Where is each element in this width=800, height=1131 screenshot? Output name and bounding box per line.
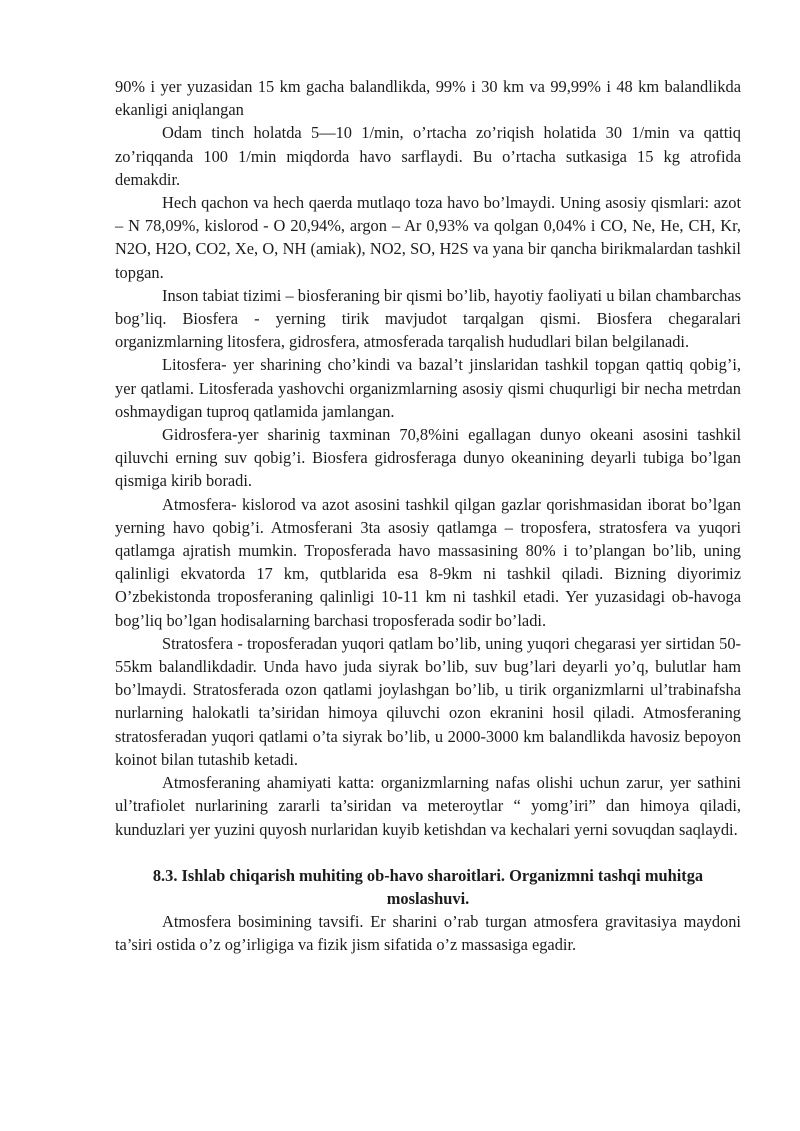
paragraph-atmospheric-pressure: Atmosfera bosimining tavsifi. Er sharini o’rab turgan atmosfera gravitasiya maydoni ta’siri ostida o’z og’irligiga va fizik jism sifatida o’z massasiga egadir.: [115, 912, 741, 955]
paragraph-air-consumption: Odam tinch holatda 5—10 1/min, o’rtacha zo’riqish holatida 30 1/min va qattiq zo’riqqanda 100 1/min miqdorda havo sarflaydi. Bu o’rtacha sutkasiga 15 kg atrofida demakdir.: [115, 123, 741, 189]
paragraph-stratosphere: Stratosfera - troposferadan yuqori qatlam bo’lib, uning yuqori chegarasi yer sirtidan 50-55km balandlikdadir. Unda havo juda siyrak bo’lib, suv bug’lari deyarli yo’q, bulutlar ham bo’lmaydi. Stratosferada ozon qatlami joylashgan bo’lib, u tirik organizmlarni ul’trabinafsha nurlarning halokatli ta’siridan himoya qiluvchi ozon ekranini hosil qiladi. Atmosferaning stratosferadan yuqori qatlami o’ta siyrak bo’lib, u 2000-3000 km balandlikda havosiz bepoyon koinot bilan tutashib ketadi.: [115, 633, 741, 769]
paragraph-atmosphere: Atmosfera- kislorod va azot asosini tashkil qilgan gazlar qorishmasidan iborat bo’lgan yerning havo qobig’i. Atmosferani 3ta asosiy qatlamga – troposfera, stratosfera va yuqori qatlamga ajratish mumkin. Troposferada havo massasining 80% i to’plangan bo’lib, uning qalinligi ekvatorda 17 km, qutblarida esa 8-9km ni tashkil qiladi. Bizning diyorimiz O’zbekistonda troposferaning qalinligi 10-11 km ni tashkil etadi. Yer yuzasidagi ob-havoga bog’liq bo’lgan hodisalarning barchasi troposferada sodir bo’ladi.: [115, 494, 741, 630]
document-body: [115, 75, 741, 957]
paragraph-biosphere: Inson tabiat tizimi – biosferaning bir qismi bo’lib, hayotiy faoliyati u bilan chambarchas bog’liq. Biosfera - yerning tirik mavjudot tarqalgan qismi. Biosfera chegaralari organizmlarning litosfera, gidrosfera, atmosferada tarqalish hududlari bilan belgilanadi.: [115, 285, 741, 352]
paragraph-continuation: 90% i yer yuzasidan 15 km gacha balandlikda, 99% i 30 km va 99,99% i 48 km balandlikda ekanligi aniqlangan: [115, 77, 741, 120]
paragraph-hydrosphere: Gidrosfera-yer sharinig taxminan 70,8%ini egallagan dunyo okeani asosini tashkil qiluvchi erning suv qobig’i. Biosfera gidrosferaga dunyo okeanining deyarli tubiga bo’lgan qismiga kirib boradi.: [115, 425, 741, 491]
paragraph-lithosphere: Litosfera- yer sharining cho’kindi va bazal’t jinslaridan tashkil topgan qattiq qobig’i, yer qatlami. Litosferada yashovchi organizmlarning asosiy qismi chuqurligi bir necha metrdan oshmaydigan tuproq qatlamida jamlangan.: [115, 355, 741, 421]
section-heading: 8.3. Ishlab chiqarish muhiting ob-havo sharoitlari. Organizmni tashqi muhitga moslashuvi.: [152, 865, 704, 908]
paragraph-atmosphere-importance: Atmosferaning ahamiyati katta: organizmlarning nafas olishi uchun zarur, yer sathini ul’trafiolet nurlarining zararli ta’siridan va meteroytlar “ yomg’iri” dan himoya qiladi, kunduzlari yer yuzini quyosh nurlaridan kuyib ketishdan va kechalari yerni sovuqdan saqlaydi.: [115, 773, 741, 839]
paragraph-air-composition: Hech qachon va hech qaerda mutlaqo toza havo bo’lmaydi. Uning asosiy qismlari: azot – N 78,09%, kislorod - O 20,94%, argon – Ar 0,93% va qolgan 0,04% i CO, Ne, He, CH, Kr, N2O, H2O, CO2, Xe, O, NH (amiak), NO2, SO, H2S va yana bir qancha birikmalardan tashkil topgan.: [115, 193, 741, 282]
